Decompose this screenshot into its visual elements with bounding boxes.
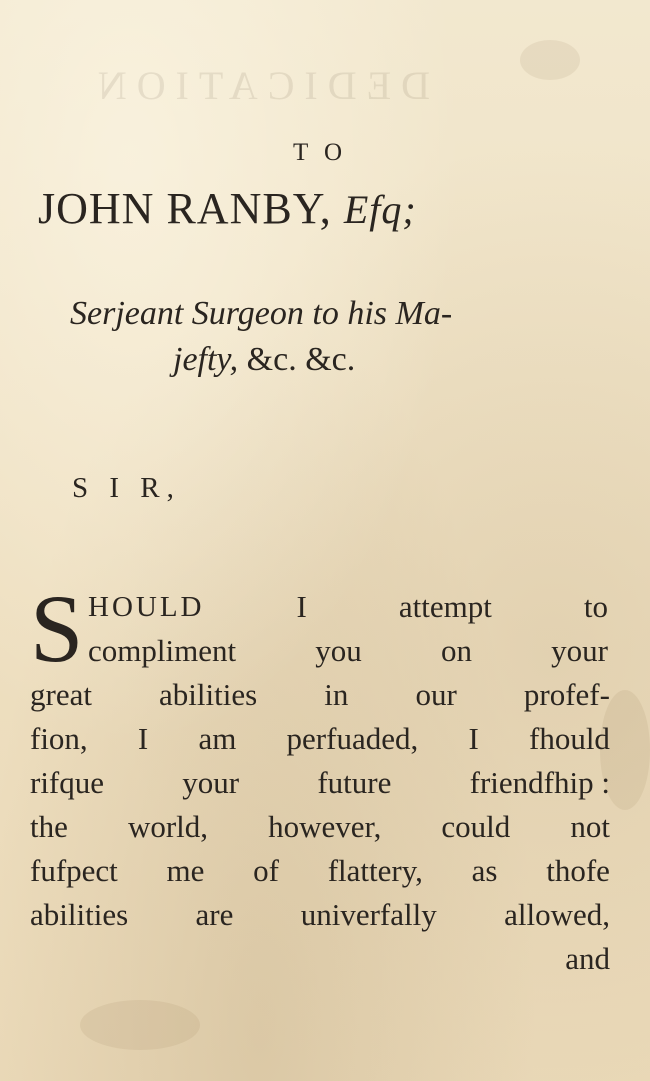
body-word: friendfhip : [469, 765, 610, 800]
dedicatee-name [38, 183, 618, 236]
body-word: compliment [88, 633, 237, 668]
body-line-6 [30, 805, 610, 849]
body-word: not [570, 809, 610, 844]
salutation: S I R, [72, 472, 181, 504]
body-word: in [324, 677, 349, 712]
letter-body [30, 575, 610, 981]
body-word: your [182, 765, 240, 800]
body-word: however, [268, 809, 382, 844]
body-word: great [30, 677, 92, 712]
body-word: abilities [159, 677, 258, 712]
body-line-3 [30, 673, 610, 717]
title-line-2-italic: jefty, [173, 341, 239, 378]
body-word: perfuaded, [286, 721, 419, 756]
body-word: am [198, 721, 237, 756]
body-word: could [441, 809, 511, 844]
title-line-2 [70, 337, 590, 383]
catchword: and [565, 941, 610, 976]
body-word: are [195, 897, 234, 932]
body-word: profef- [523, 677, 610, 712]
body-line-5 [30, 761, 610, 805]
drop-cap: S [30, 575, 84, 682]
body-word: attempt [398, 589, 492, 624]
body-word: me [166, 853, 205, 888]
body-line-1-caps: HOULD [88, 591, 205, 623]
body-word: abilities [30, 897, 129, 932]
dedicatee-name-text: JOHN RANBY, [38, 184, 332, 233]
title-line-2-etc: &c. &c. [246, 341, 356, 378]
body-word: as [471, 853, 498, 888]
body-word: on [440, 633, 472, 668]
body-word: thofe [546, 853, 610, 888]
body-word: allowed, [504, 897, 610, 932]
body-word: rifque [30, 765, 105, 800]
paper-stain [80, 1000, 200, 1050]
body-word: you [315, 633, 362, 668]
body-word: fufpect [30, 853, 118, 888]
body-word: world, [127, 809, 209, 844]
body-line-7 [30, 849, 610, 893]
body-word: fhould [529, 721, 610, 756]
dedicatee-title [70, 291, 590, 383]
body-word: univerfally [300, 897, 437, 932]
body-line-8 [30, 893, 610, 937]
body-line-4 [30, 717, 610, 761]
show-through-text: DEDICATION [87, 63, 430, 108]
dedicatee-esquire: Efq; [343, 187, 417, 232]
title-line-1: Serjeant Surgeon to his Ma- [70, 295, 453, 332]
body-word: our [415, 677, 457, 712]
body-word: I [137, 721, 149, 756]
body-word: future [317, 765, 392, 800]
body-word: I [468, 721, 479, 756]
body-word: flattery, [327, 853, 423, 888]
body-word: your [551, 633, 608, 668]
body-word: fion, [30, 721, 88, 756]
body-word: of [253, 853, 279, 888]
body-line-1 [88, 585, 608, 629]
paper-stain [520, 40, 580, 80]
body-word: the [30, 809, 68, 844]
body-word: I [296, 589, 307, 624]
opening-lines [30, 575, 610, 682]
dedication-to: T O [292, 139, 348, 166]
body-line-2 [88, 629, 608, 673]
body-word: to [583, 589, 608, 624]
